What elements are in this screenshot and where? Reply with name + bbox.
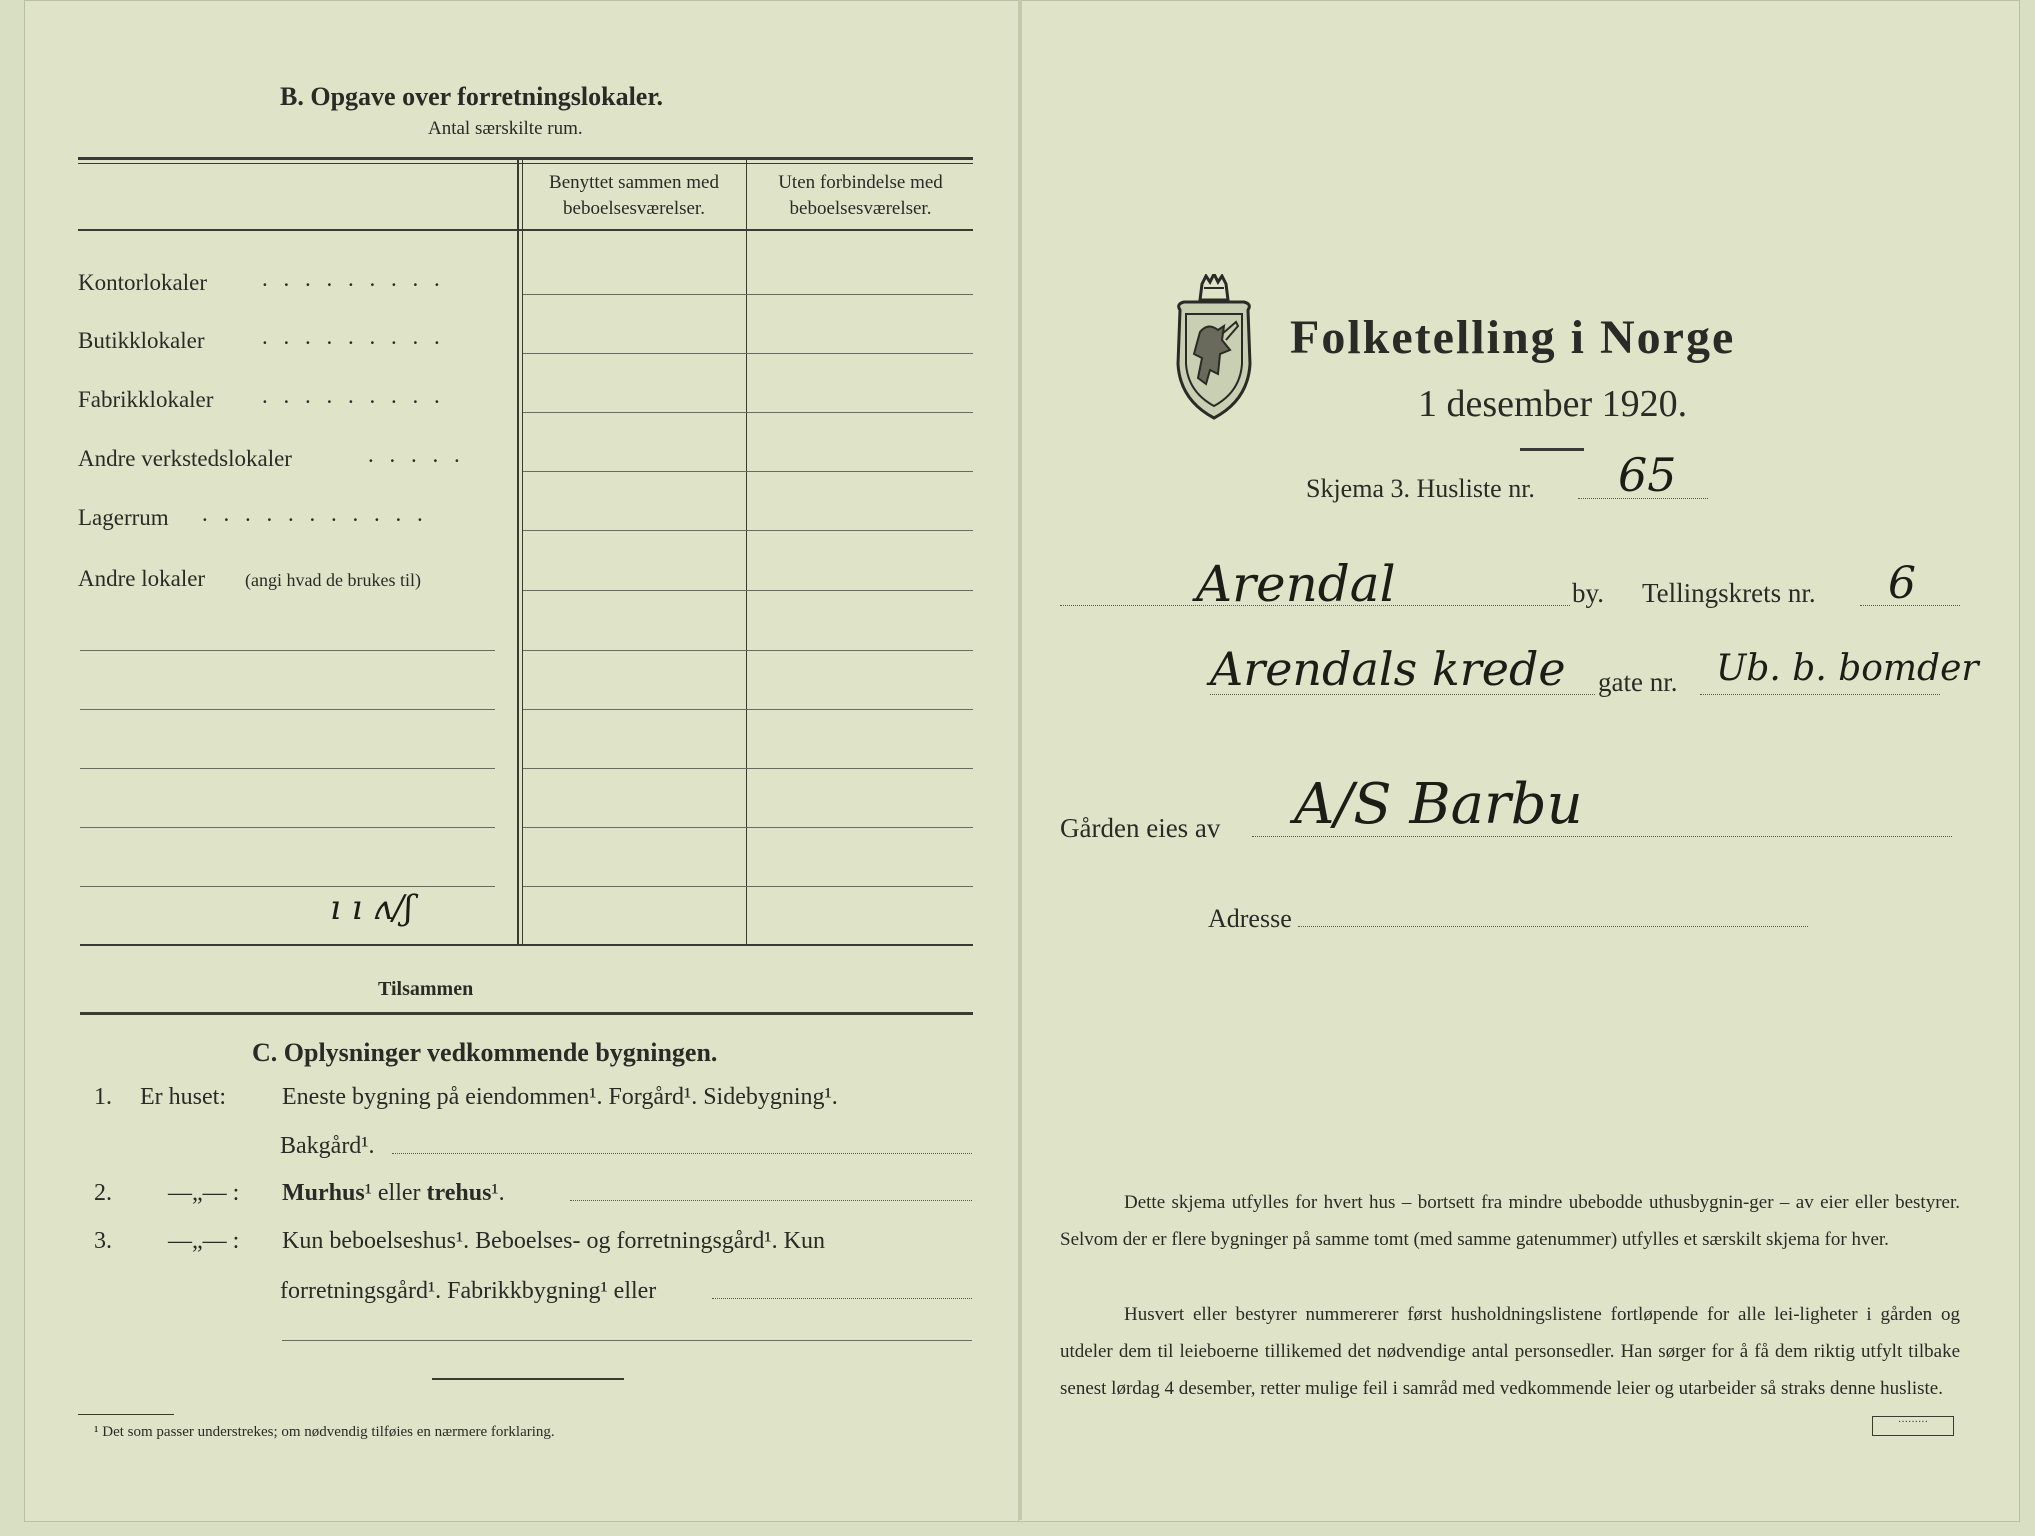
item-continuation: Bakgård¹. bbox=[280, 1133, 375, 1159]
eller-text: ¹ eller bbox=[364, 1180, 427, 1206]
item-number: 2. bbox=[94, 1180, 112, 1206]
fill-line bbox=[1210, 694, 1595, 695]
row-label-butikklokaler: Butikklokaler bbox=[78, 328, 205, 353]
eier-label: Gården eies av bbox=[1060, 813, 1221, 843]
row-rule bbox=[523, 768, 973, 769]
instructions-paragraph-1: Dette skjema utfylles for hvert hus – bortsett fra mindre ubebodde uthusbygnin-ger – av eier eller bestyrer. Selvom der er flere bygninger på samme tomt (med samme gatenummer) utfylles et særskilt skjema for hver. bbox=[1060, 1192, 1960, 1250]
row-dots: . . . . . . . . . . . bbox=[202, 501, 428, 526]
section-b-subtitle: Antal særskilte rum. bbox=[428, 118, 583, 139]
instructions-paragraph-2: Husvert eller bestyrer nummererer først husholdningslistene fortløpende for alle lei-ligheter i gården og utdeler dem til leieboerne tillikemed det nødvendige antal personsedler. Han sørger for å få dem riktig utfylt tilbake senest lørdag 4 desember, retter mulige feil i samråd med vedkommende leier og utarbeider så straks denne husliste. bbox=[1060, 1304, 1960, 1399]
row-rule bbox=[523, 886, 973, 887]
form-title: Folketelling i Norge bbox=[1290, 311, 1736, 364]
right-page bbox=[1018, 0, 2020, 1522]
fill-line bbox=[712, 1298, 972, 1299]
column-header-2: Uten forbindelse med bbox=[778, 172, 943, 193]
table-top-rule-thin bbox=[78, 163, 973, 164]
table-top-rule bbox=[78, 157, 973, 160]
krets-value: 6 bbox=[1888, 558, 1916, 609]
row-label-andre-verkstedslokaler: Andre verkstedslokaler bbox=[78, 446, 292, 471]
blank-line bbox=[80, 768, 495, 769]
blank-line bbox=[80, 886, 495, 887]
by-value: Arendal bbox=[1196, 555, 1396, 613]
fill-line bbox=[1860, 605, 1960, 606]
row-label-andre-lokaler: Andre lokaler bbox=[78, 566, 206, 591]
krets-label: Tellingskrets nr. bbox=[1642, 578, 1816, 608]
item-lead: —„— : bbox=[168, 1180, 240, 1206]
total-label: Tilsammen bbox=[378, 978, 474, 1000]
row-label-lagerrum: Lagerrum bbox=[78, 505, 169, 530]
trehus-text: trehus bbox=[426, 1180, 492, 1206]
form-date: 1 desember 1920. bbox=[1418, 383, 1688, 425]
row-rule bbox=[523, 709, 973, 710]
skjema-label: Skjema 3. Husliste nr. bbox=[1306, 474, 1535, 503]
item-continuation: forretningsgård¹. Fabrikkbygning¹ eller bbox=[280, 1278, 657, 1304]
item-number: 3. bbox=[94, 1228, 112, 1254]
fill-line bbox=[1252, 836, 1952, 837]
table-divider-1 bbox=[517, 160, 519, 945]
item-text-material bbox=[282, 1180, 505, 1207]
item-text: Eneste bygning på eiendommen¹. Forgård¹. Sidebygning¹. bbox=[282, 1084, 838, 1110]
row-dots: . . . . . . . . . bbox=[262, 383, 445, 408]
adresse-label: Adresse bbox=[1208, 904, 1292, 933]
by-label: by. bbox=[1572, 578, 1604, 608]
row-rule bbox=[523, 471, 973, 472]
handwritten-scribble: ı ı ʌ/ʃ bbox=[330, 888, 414, 928]
column-header-2-line2: beboelsesværelser. bbox=[789, 198, 932, 219]
footnote: ¹ Det som passer understrekes; om nødvendig tilføies en nærmere forklaring. bbox=[94, 1424, 555, 1440]
fill-line bbox=[392, 1153, 972, 1154]
footnote-mark: ¹. bbox=[491, 1180, 505, 1206]
coat-of-arms-icon bbox=[1172, 274, 1256, 422]
item-lead: —„— : bbox=[168, 1228, 240, 1254]
blank-line bbox=[80, 650, 495, 651]
date-underline bbox=[1520, 448, 1584, 451]
total-top-rule bbox=[80, 944, 973, 946]
separator-rule bbox=[432, 1378, 624, 1380]
gate-label: gate nr. bbox=[1598, 667, 1678, 697]
row-rule bbox=[523, 412, 973, 413]
item-lead: Er huset: bbox=[140, 1084, 226, 1110]
fill-line bbox=[1700, 694, 1940, 695]
row-rule bbox=[523, 827, 973, 828]
row-label-kontorlokaler: Kontorlokaler bbox=[78, 270, 208, 295]
row-dots: . . . . . . . . . bbox=[262, 324, 445, 349]
row-note: (angi hvad de brukes til) bbox=[245, 570, 421, 590]
section-b-title: B. Opgave over forretningslokaler. bbox=[280, 82, 664, 111]
row-rule bbox=[523, 590, 973, 591]
footnote-rule bbox=[78, 1414, 174, 1415]
fill-line bbox=[1298, 926, 1808, 927]
row-rule bbox=[523, 294, 973, 295]
husliste-number: 65 bbox=[1618, 448, 1677, 502]
row-dots: . . . . . . . . . bbox=[262, 266, 445, 291]
row-dots: . . . . . bbox=[368, 442, 465, 467]
gate-value: Arendals krede bbox=[1210, 642, 1566, 696]
row-rule bbox=[523, 650, 973, 651]
blank-line bbox=[80, 827, 495, 828]
blank-line bbox=[80, 709, 495, 710]
row-rule bbox=[523, 353, 973, 354]
printer-stamp: ········· bbox=[1872, 1416, 1954, 1436]
item-text: Kun beboelseshus¹. Beboelses- og forretningsgård¹. Kun bbox=[282, 1228, 825, 1254]
blank-line bbox=[282, 1340, 972, 1341]
gate-nr-value: Ub. b. bomder bbox=[1716, 648, 1979, 689]
fill-line bbox=[1578, 498, 1708, 499]
fill-line bbox=[1060, 605, 1570, 606]
murhus-text: Murhus bbox=[282, 1180, 365, 1206]
table-header-rule bbox=[78, 229, 973, 231]
column-header-1-line2: beboelsesværelser. bbox=[563, 198, 705, 219]
total-bottom-rule bbox=[80, 1012, 973, 1015]
eier-value: A/S Barbu bbox=[1294, 772, 1583, 837]
page-fold bbox=[1018, 0, 1022, 1520]
item-number: 1. bbox=[94, 1084, 112, 1110]
column-header-1: Benyttet sammen med bbox=[549, 172, 719, 193]
section-c-title: C. Oplysninger vedkommende bygningen. bbox=[252, 1038, 718, 1067]
row-rule bbox=[523, 530, 973, 531]
fill-line bbox=[570, 1200, 972, 1201]
row-label-fabrikklokaler: Fabrikklokaler bbox=[78, 387, 214, 412]
